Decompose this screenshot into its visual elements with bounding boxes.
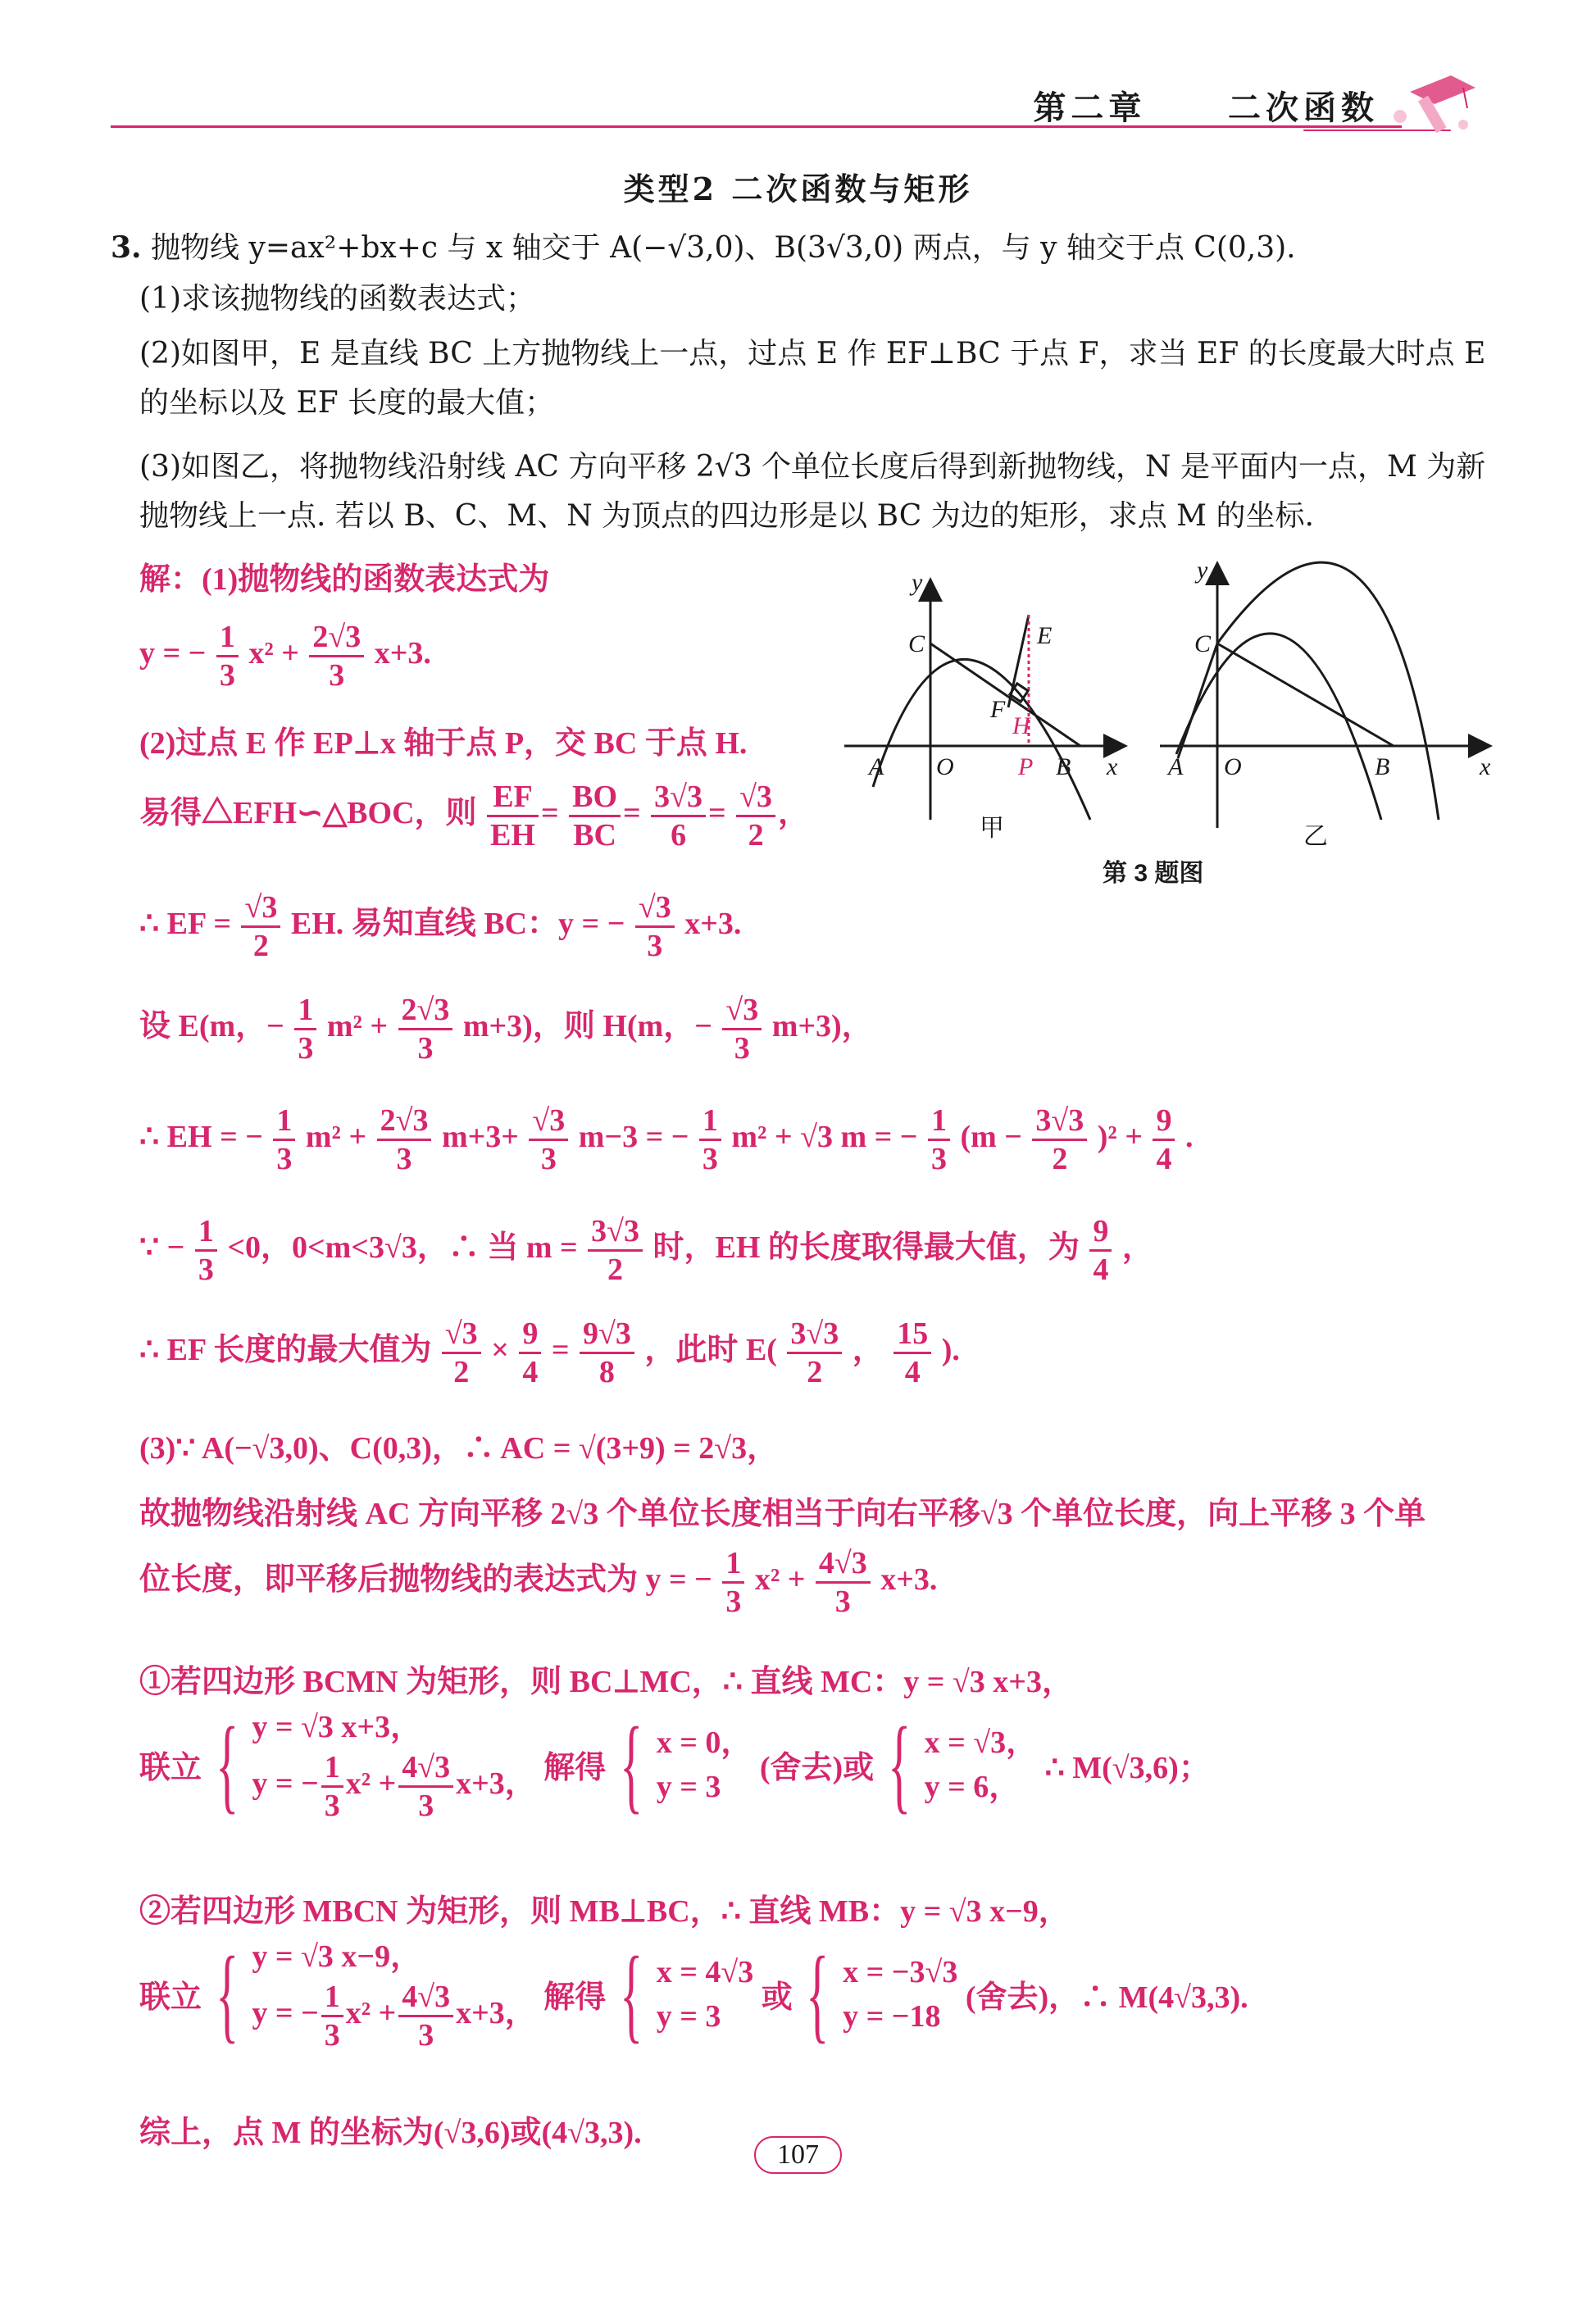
point-label-f: F bbox=[990, 696, 1006, 723]
fraction: $\frac{2√3}{3}$ bbox=[377, 1102, 432, 1177]
fraction: $\frac{1}{3}$ bbox=[195, 1213, 217, 1288]
solution-line-10: (3)∵ A(−√3,0)、C(0,3)，∴ AC = √(3+9) = 2√3， bbox=[139, 1431, 779, 1466]
solution-line-7: ∴ EH = − $\frac{1}{3}$ m² + $\frac{2√3}{3}$ m+3+ $\frac{√3}{3}$ m−3 = − $\frac{1}{3}$ m² + √3 m = − $\frac{1}{3}$ (m − $\frac{3√3}{2}$ )² + $\frac{9}{4}$ . bbox=[139, 1103, 1194, 1176]
fraction: $\frac{3√3}{6}$ bbox=[651, 779, 706, 853]
axis-label-x-2: x bbox=[1480, 753, 1491, 780]
solution-line-2: y = − $\frac{1}{3}$ x² + $\frac{2√3}{3}$ x+3. bbox=[139, 620, 431, 693]
point-label-a-2: A bbox=[1168, 753, 1184, 780]
fraction: $\frac{4√3}{3}$ bbox=[398, 1979, 453, 2053]
pencil-cap-icon bbox=[1385, 59, 1484, 141]
fraction: $\frac{1}{3}$ bbox=[928, 1102, 950, 1177]
fraction: $\frac{9√3}{8}$ bbox=[580, 1316, 634, 1390]
point-label-c: C bbox=[908, 630, 925, 657]
fraction: $\frac{9}{4}$ bbox=[1153, 1102, 1175, 1177]
point-label-e: E bbox=[1037, 622, 1053, 649]
point-label-o-2: O bbox=[1224, 753, 1242, 780]
solution-line-4: 易得△EFH∽△BOC，则 $\frac{EF}{EH}$ = $\frac{BO}{BC}$ = $\frac{3√3}{6}$ = $\frac{√3}{2}$ ， bbox=[139, 780, 810, 852]
point-label-a: A bbox=[869, 753, 884, 780]
problem-stem-text: 抛物线 y=ax²+bx+c 与 x 轴交于 A(−√3,0)、B(3√3,0) 两点，与 y 轴交于点 C(0,3). bbox=[151, 231, 1296, 265]
axis-label-x: x bbox=[1107, 753, 1118, 780]
question-3: (3)如图乙，将抛物线沿射线 AC 方向平移 2√3 个单位长度后得到新抛物线，N 是平面内一点，M 为新抛物线上一点. 若以 B、C、M、N 为顶点的四边形是以 BC 为边的矩形，求点 M 的坐标. bbox=[139, 450, 1486, 533]
point-label-o: O bbox=[936, 753, 954, 780]
solution-line-5: ∴ EF = $\frac{√3}{2}$ EH. 易知直线 BC：y = − $\frac{√3}{3}$ x+3. bbox=[139, 890, 742, 963]
fraction: $\frac{√3}{3}$ bbox=[635, 889, 675, 964]
section-title: 类型2 二次函数与矩形 bbox=[623, 170, 973, 207]
solution-line-8: ∵ − $\frac{1}{3}$ <0，0<m<3√3，∴ 当 m = $\frac{3√3}{2}$ 时，EH 的长度取得最大值，为 $\frac{9}{4}$ ， bbox=[139, 1214, 1153, 1287]
figure-right bbox=[1160, 562, 1488, 828]
point-label-p: P bbox=[1018, 753, 1034, 780]
figure-left-label: 甲 bbox=[980, 815, 1004, 842]
fraction: $\frac{√3}{2}$ bbox=[736, 779, 775, 853]
axis-label-y-2: y bbox=[1197, 557, 1208, 584]
fraction: $\frac{3√3}{2}$ bbox=[1032, 1102, 1087, 1177]
point-label-b-2: B bbox=[1375, 753, 1390, 780]
fraction: $\frac{1}{3}$ bbox=[722, 1545, 744, 1620]
solution-line-13: ①若四边形 BCMN 为矩形，则 BC⊥MC，∴ 直线 MC：y = √3 x+3， bbox=[139, 1665, 1073, 1699]
solution-line-6: 设 E(m，− $\frac{1}{3}$ m² + $\frac{2√3}{3}$ m+3)，则 H(m，− $\frac{√3}{3}$ m+3)， bbox=[139, 993, 873, 1066]
chapter-label: 第二章 bbox=[1033, 89, 1147, 127]
fraction: $\frac{1}{3}$ bbox=[273, 1102, 295, 1177]
fraction: $\frac{2√3}{3}$ bbox=[309, 619, 364, 693]
point-label-c-2: C bbox=[1194, 630, 1212, 657]
solution-line-16: 联立 { y = √3 x−9， y = − $\frac{1}{3}$ x² + $\frac{4√3}{3}$ x+3， 解得 { x = 4√3 y = 3 或 { x = −3√3 y = −18 (舍去)，∴ M(4√3,3). bbox=[139, 1934, 1248, 2053]
fraction: $\frac{9}{4}$ bbox=[519, 1316, 541, 1390]
fraction: $\frac{1}{3}$ bbox=[699, 1102, 721, 1177]
fraction: $\frac{√3}{3}$ bbox=[722, 992, 762, 1066]
solution-line-17: 综上，点 M 的坐标为(√3,6)或(4√3,3). bbox=[139, 2116, 642, 2150]
fraction: $\frac{15}{4}$ bbox=[893, 1316, 931, 1390]
solution-line-3: (2)过点 E 作 EP⊥x 轴于点 P，交 BC 于点 H. bbox=[139, 726, 748, 761]
fraction: $\frac{4√3}{3}$ bbox=[816, 1545, 871, 1620]
axis-label-y: y bbox=[912, 569, 923, 596]
figure-right-label: 乙 bbox=[1303, 823, 1328, 850]
fraction: $\frac{2√3}{3}$ bbox=[398, 992, 453, 1066]
fraction: $\frac{√3}{2}$ bbox=[241, 889, 280, 964]
solution-line-15: ②若四边形 MBCN 为矩形，则 MB⊥BC，∴ 直线 MB：y = √3 x−9， bbox=[139, 1894, 1070, 1929]
solution-line-9: ∴ EF 长度的最大值为 $\frac{√3}{2}$ × $\frac{9}{4}$ = $\frac{9√3}{8}$ ，此时 E( $\frac{3√3}{2}$ ， $\frac{15}{4}$ ). bbox=[139, 1316, 960, 1389]
fraction: $\frac{3√3}{2}$ bbox=[588, 1213, 643, 1288]
fraction: $\frac{9}{4}$ bbox=[1089, 1213, 1112, 1288]
fraction: $\frac{BO}{BC}$ bbox=[569, 779, 621, 853]
solution-line-11: 故抛物线沿射线 AC 方向平移 2√3 个单位长度相当于向右平移√3 个单位长度，向上平移 3 个单 bbox=[139, 1497, 1426, 1531]
fraction: $\frac{EF}{EH}$ bbox=[487, 779, 539, 853]
problem-number: 3. bbox=[111, 230, 142, 265]
chapter-title: 二次函数 bbox=[1228, 89, 1379, 127]
question-1: (1)求该抛物线的函数表达式； bbox=[139, 282, 535, 316]
fraction: $\frac{3√3}{2}$ bbox=[787, 1316, 842, 1390]
point-label-b: B bbox=[1056, 753, 1071, 780]
fraction: $\frac{1}{3}$ bbox=[321, 1749, 343, 1824]
problem-stem bbox=[111, 223, 1488, 273]
fraction: $\frac{4√3}{3}$ bbox=[398, 1749, 453, 1824]
figure-left bbox=[844, 582, 1123, 820]
solution-line-12: 位长度，即平移后抛物线的表达式为 y = − $\frac{1}{3}$ x² + $\frac{4√3}{3}$ x+3. bbox=[139, 1546, 938, 1619]
fraction: $\frac{1}{3}$ bbox=[294, 992, 316, 1066]
question-2: (2)如图甲，E 是直线 BC 上方抛物线上一点，过点 E 作 EF⊥BC 于点 F，求当 EF 的长度最大时点 E 的坐标以及 EF 长度的最大值； bbox=[139, 337, 1486, 420]
fraction: $\frac{1}{3}$ bbox=[216, 619, 239, 693]
solution-line-1: 解：(1)抛物线的函数表达式为 bbox=[139, 562, 550, 597]
fraction: $\frac{√3}{3}$ bbox=[529, 1102, 568, 1177]
fraction: $\frac{1}{3}$ bbox=[321, 1979, 343, 2053]
solution-line-14: 联立 { y = √3 x+3， y = − $\frac{1}{3}$ x² + $\frac{4√3}{3}$ x+3， 解得 { x = 0， y = 3 (舍去)或 { x = √3， y = 6， ∴ M(√3,6)； bbox=[139, 1705, 1210, 1824]
fraction: $\frac{√3}{2}$ bbox=[442, 1316, 481, 1390]
chapter-header bbox=[1033, 82, 1379, 129]
page-number: 107 bbox=[0, 2136, 1596, 2174]
problem-figure bbox=[844, 549, 1500, 877]
point-label-h: H bbox=[1012, 712, 1030, 739]
figure-caption: 第 3 题图 bbox=[1103, 860, 1204, 887]
